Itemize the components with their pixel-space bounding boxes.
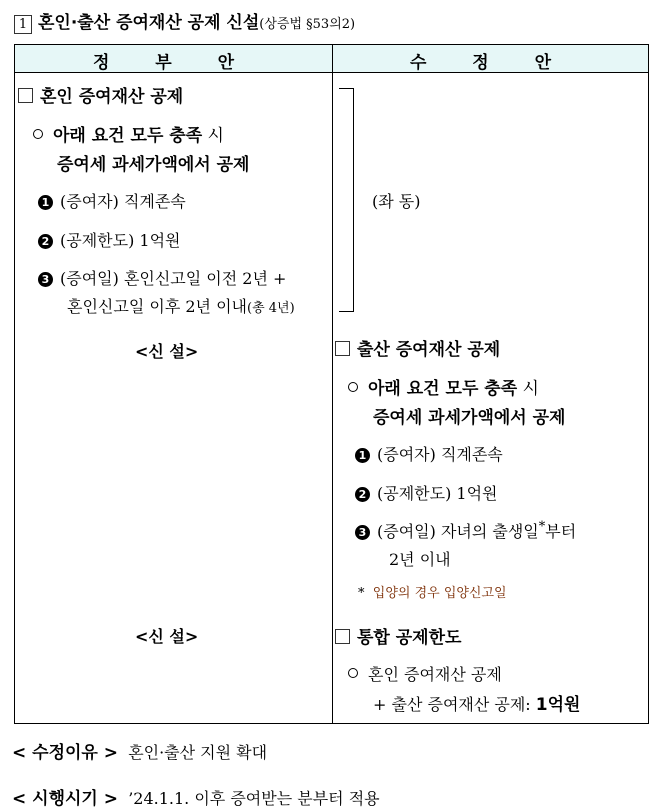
text: (증여일) 혼인신고일 이전 2년 + bbox=[60, 269, 287, 288]
text: (증여자) 직계존속 bbox=[60, 192, 186, 211]
right-section-heading bbox=[335, 335, 500, 360]
left-bullet-line2: 증여세 과세가액에서 공제 bbox=[57, 155, 250, 175]
checkbox-square-icon bbox=[335, 341, 350, 356]
right-line1 bbox=[348, 662, 502, 685]
text: 아래 요건 모두 충족 bbox=[53, 126, 203, 146]
reason-label: < 수정이유 > bbox=[12, 743, 119, 763]
left-new-label-2: <신 설> bbox=[135, 627, 199, 646]
right-bullet-line1 bbox=[348, 374, 539, 399]
number-1-icon: 1 bbox=[355, 448, 370, 463]
text: 혼인 증여재산 공제 bbox=[368, 665, 502, 684]
footnote bbox=[358, 582, 507, 601]
text: (증여자) 직계존속 bbox=[377, 445, 503, 464]
effective-label: < 시행시기 > bbox=[12, 789, 119, 809]
text: (공제한도) 1억원 bbox=[60, 231, 181, 250]
text: 아래 요건 모두 충족 bbox=[368, 379, 518, 399]
right-item-3 bbox=[355, 519, 576, 542]
left-item-3-cont bbox=[67, 294, 295, 317]
circle-bullet-icon bbox=[348, 382, 358, 392]
left-item-2 bbox=[38, 228, 181, 251]
column-divider bbox=[332, 45, 333, 723]
text: 시 bbox=[517, 379, 539, 399]
right-item-2 bbox=[355, 481, 498, 504]
bracket bbox=[339, 88, 354, 312]
left-bullet-line1 bbox=[33, 121, 224, 146]
header-government: 정 부 안 bbox=[92, 53, 255, 73]
title-text: 혼인·출산 증여재산 공제 신설 bbox=[38, 13, 260, 33]
text: 출산 증여재산 공제 bbox=[357, 340, 501, 360]
text: * bbox=[538, 519, 546, 535]
text: 1억원 bbox=[535, 695, 581, 715]
text: 혼인신고일 이후 2년 이내 bbox=[67, 297, 247, 316]
text: (증여일) 자녀의 출생일 bbox=[377, 522, 539, 541]
text: + 출산 증여재산 공제: bbox=[373, 695, 536, 714]
reason-text: 혼인·출산 지원 확대 bbox=[128, 743, 268, 762]
left-new-label-1: <신 설> bbox=[135, 342, 199, 361]
text: * bbox=[358, 586, 365, 601]
text: 혼인 증여재산 공제 bbox=[40, 87, 184, 107]
right-bullet-line2: 증여세 과세가액에서 공제 bbox=[373, 408, 566, 428]
text: 시 bbox=[202, 126, 224, 146]
text: (총 4년) bbox=[247, 301, 295, 316]
checkbox-square-icon bbox=[335, 629, 350, 644]
number-3-icon: 3 bbox=[355, 525, 370, 540]
right-section2-heading bbox=[335, 623, 461, 648]
text: 부터 bbox=[545, 522, 577, 541]
right-line2 bbox=[373, 690, 580, 715]
left-item-1 bbox=[38, 189, 186, 212]
text: 입양의 경우 입양신고일 bbox=[372, 586, 507, 601]
comparison-table bbox=[14, 44, 649, 724]
revision-reason bbox=[12, 738, 267, 763]
left-section-heading bbox=[18, 82, 183, 107]
effective-text: ’24.1.1. 이후 증여받는 분부터 적용 bbox=[128, 789, 380, 808]
right-item-3-cont: 2년 이내 bbox=[389, 550, 451, 569]
effective-date bbox=[12, 784, 380, 809]
text: (공제한도) 1억원 bbox=[377, 484, 498, 503]
number-1-icon: 1 bbox=[38, 195, 53, 210]
number-3-icon: 3 bbox=[38, 272, 53, 287]
section-title bbox=[14, 8, 355, 34]
left-item-3 bbox=[38, 266, 286, 289]
header-revised: 수 정 안 bbox=[409, 53, 572, 73]
checkbox-square-icon bbox=[18, 88, 33, 103]
circle-bullet-icon bbox=[33, 129, 43, 139]
text: 통합 공제한도 bbox=[357, 628, 462, 648]
section-number: 1 bbox=[14, 15, 32, 34]
number-2-icon: 2 bbox=[355, 487, 370, 502]
right-item-1 bbox=[355, 442, 503, 465]
number-2-icon: 2 bbox=[38, 234, 53, 249]
title-ref: (상증법 §53의2) bbox=[259, 17, 356, 32]
circle-bullet-icon bbox=[348, 668, 358, 678]
same-as-left: (좌 동) bbox=[372, 192, 421, 211]
